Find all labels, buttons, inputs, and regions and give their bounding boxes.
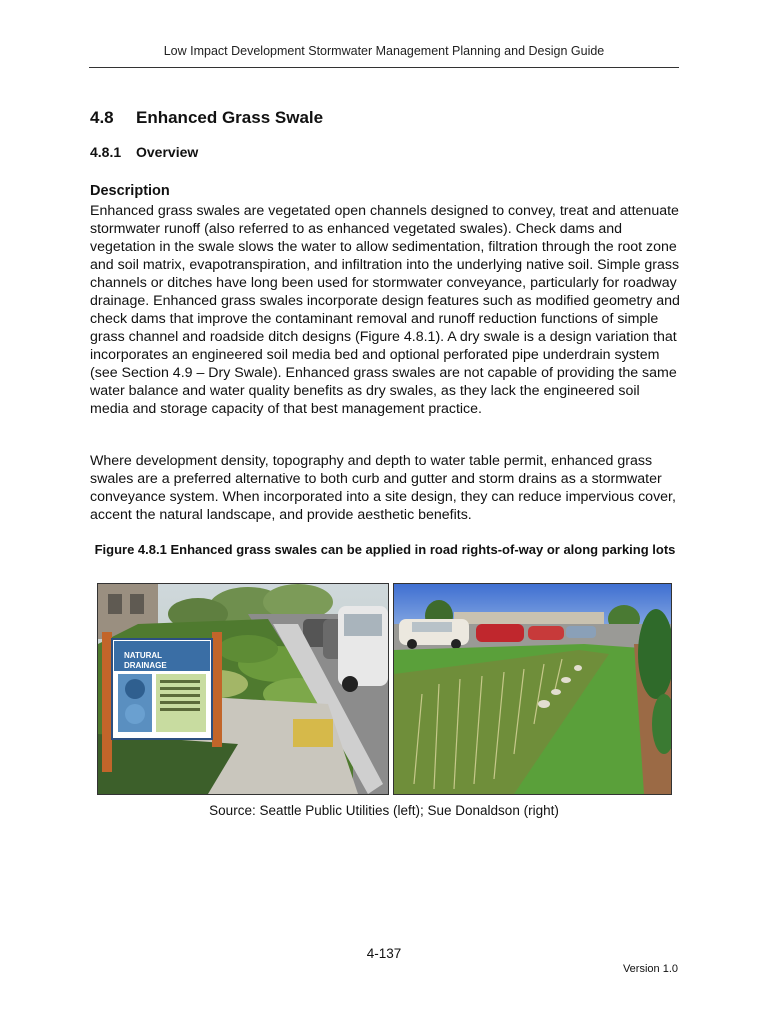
subsection-title bbox=[90, 144, 198, 160]
section-title bbox=[90, 108, 323, 128]
page-number: 4-137 bbox=[366, 946, 402, 961]
section-title-text: Enhanced Grass Swale bbox=[136, 108, 324, 127]
description-heading: Description bbox=[90, 183, 170, 199]
subsection-title-text: Overview bbox=[136, 144, 199, 160]
subsection-number: 4.8.1 bbox=[90, 144, 122, 160]
running-header: Low Impact Development Stormwater Management Planning and Design Guide bbox=[163, 44, 605, 58]
section-number: 4.8 bbox=[90, 108, 114, 127]
figure-source: Source: Seattle Public Utilities (left); Sue Donaldson (right) bbox=[209, 803, 559, 818]
version-label: Version 1.0 bbox=[622, 963, 678, 975]
header-rule bbox=[89, 67, 679, 68]
figure-caption: Figure 4.8.1 Enhanced grass swales can be applied in road rights-of-way or along parking lots bbox=[94, 542, 676, 557]
sign-title-line2: DRAINAGE bbox=[124, 661, 167, 670]
photo-left-street-swale bbox=[97, 583, 389, 795]
description-paragraph-2: Where development density, topography and depth to water table permit, enhanced grass swales are a preferred alternative to both curb and gutter and storm drains as a stormwater conveyance system. When incorporated into a site design, they can reduce impervious cover, accent the natural landscape, and provide aesthetic benefits. bbox=[90, 453, 676, 523]
sign-title-line1: NATURAL bbox=[124, 651, 163, 660]
description-paragraph-1: Enhanced grass swales are vegetated open channels designed to convey, treat and attenuate stormwater runoff (also referred to as enhanced vegetated swales). Check dams and vegetation in the swale slows the water to allow sedimentation, filtration through the root zone and soil matrix, evapotranspiration, and infiltration into the underlying native soil. Simple grass channels or ditches have long been used for stormwater conveyance, particularly for roadway drainage. Enhanced grass swales incorporate design features such as modified geometry and check dams that improve the contaminant removal and runoff reduction functions of simple grass channel and roadside ditch designs (Figure 4.8.1). A dry swale is a design variation that incorporates an engineered soil media bed and optional perforated pipe underdrain system (see Section 4.9 – Dry Swale). Enhanced grass swales are not capable of providing the same water balance and water quality benefits as dry swales, as they lack the engineered soil media and storage capacity of that best management practice. bbox=[90, 203, 680, 417]
photo-right-parking-lot-swale bbox=[393, 583, 672, 795]
